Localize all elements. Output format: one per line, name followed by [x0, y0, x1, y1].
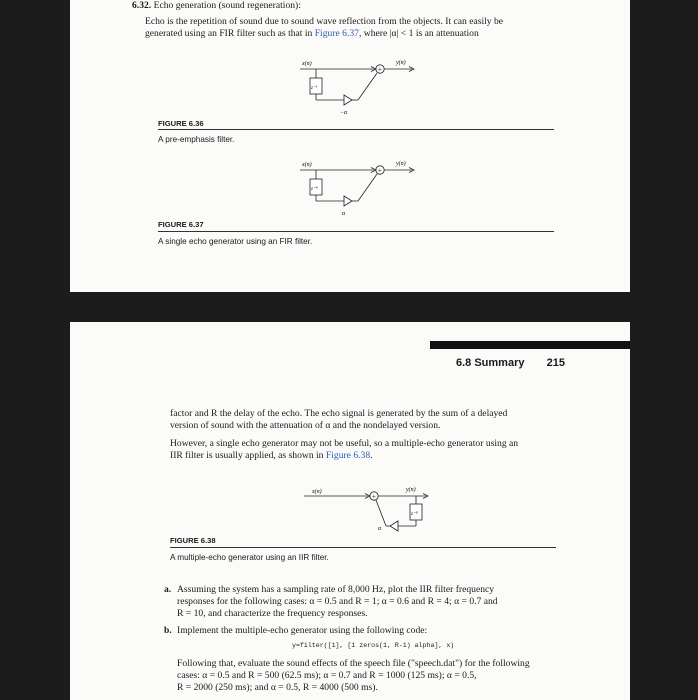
item-a-line-1: Assuming the system has a sampling rate of 8,000 Hz, plot the IIR filter frequency: [177, 584, 495, 595]
svg-text:z⁻ᴿ: z⁻ᴿ: [311, 187, 318, 192]
svg-text:+: +: [371, 492, 377, 501]
figure-6-36-diagram: [296, 54, 446, 120]
fig38-output-label: y(n): [406, 487, 416, 493]
textbook-page-top: [70, 0, 630, 292]
svg-text:z⁻¹: z⁻¹: [311, 86, 318, 91]
figure-6-38-link[interactable]: Figure 6.38: [325, 450, 371, 461]
fig36-gain-triangle: [344, 95, 352, 105]
figure-6-37-caption: A single echo generator using an FIR filter.: [158, 237, 313, 246]
item-b-line-3: cases: α = 0.5 and R = 500 (62.5 ms); α = 0.7 and R = 1000 (125 ms); α = 0.5,: [177, 670, 477, 681]
problem-heading: [132, 0, 612, 12]
svg-text:+: +: [377, 65, 383, 74]
figure-6-36-rule: [158, 129, 554, 130]
fig36-gain-label: −α: [340, 110, 348, 116]
paragraph-1-line-1: factor and R the delay of the echo. The echo signal is generated by the sum of a delayed: [170, 408, 508, 419]
fig36-input-label: x(n): [302, 61, 312, 67]
svg-text:z⁻ᴿ: z⁻ᴿ: [411, 512, 418, 517]
page-number: 215: [546, 357, 565, 369]
item-a-line-2: responses for the following cases: α = 0.5 and R = 1; α = 0.6 and R = 4; α = 0.7 and: [177, 596, 498, 607]
item-b-marker: b.: [164, 625, 172, 636]
item-b-line-4: R = 2000 (250 ms); and α = 0.5, R = 4000 (500 ms).: [177, 682, 378, 693]
fig37-input-label: x(n): [302, 162, 312, 168]
code-snippet: y=filter([1], [1 zeros(1, R-1) alpha], x): [292, 642, 455, 649]
section-title: 6.8 Summary: [456, 357, 525, 369]
figure-6-36-label: FIGURE 6.36: [158, 119, 204, 128]
problem-text-line-1: Echo is the repetition of sound due to sound wave reflection from the objects. It can easily be: [145, 16, 504, 27]
header-bar: [430, 341, 630, 349]
svg-text:+: +: [377, 166, 383, 175]
item-a-marker: a.: [164, 584, 172, 595]
figure-6-37-link[interactable]: Figure 6.37: [314, 28, 359, 39]
problem-title: Echo generation (sound regeneration):: [153, 0, 301, 11]
textbook-page-bottom: [70, 322, 630, 700]
figure-6-38-label: FIGURE 6.38: [170, 536, 216, 545]
problem-text-line-2: generated using an FIR filter such as that in Figure 6.37, where |α| < 1 is an attenuation: [145, 28, 479, 39]
fig37-gain-label: α: [342, 211, 346, 217]
figure-6-38-caption: A multiple-echo generator using an IIR filter.: [170, 553, 329, 562]
fig38-gain-label: α: [378, 526, 382, 532]
figure-6-38-diagram: [300, 482, 450, 544]
paragraph-2-line-2: IIR filter is usually applied, as shown in Figure 6.38.: [170, 450, 373, 461]
paragraph-2-line-1: However, a single echo generator may not be useful, so a multiple-echo generator using an: [170, 438, 519, 449]
fig37-gain-triangle: [344, 196, 352, 206]
fig36-output-label: y(n): [396, 60, 406, 66]
figure-6-38-rule: [170, 547, 556, 548]
fig38-input-label: x(n): [312, 489, 322, 495]
item-b-line-1: Implement the multiple-echo generator using the following code:: [177, 625, 428, 636]
figure-6-36-caption: A pre-emphasis filter.: [158, 135, 235, 144]
item-b-line-2: Following that, evaluate the sound effects of the speech file ("speech.dat") for the following: [177, 658, 530, 669]
figure-6-37-rule: [158, 231, 554, 232]
fig37-output-label: y(n): [396, 161, 406, 167]
problem-number: 6.32.: [132, 0, 152, 11]
fig38-gain-triangle: [390, 521, 398, 531]
item-a-line-3: R = 10, and characterize the frequency responses.: [177, 608, 368, 619]
figure-6-37-diagram: [296, 155, 446, 221]
running-header: [456, 357, 565, 369]
figure-6-37-label: FIGURE 6.37: [158, 220, 204, 229]
paragraph-1-line-2: version of sound with the attenuation of α and the nondelayed version.: [170, 420, 441, 431]
